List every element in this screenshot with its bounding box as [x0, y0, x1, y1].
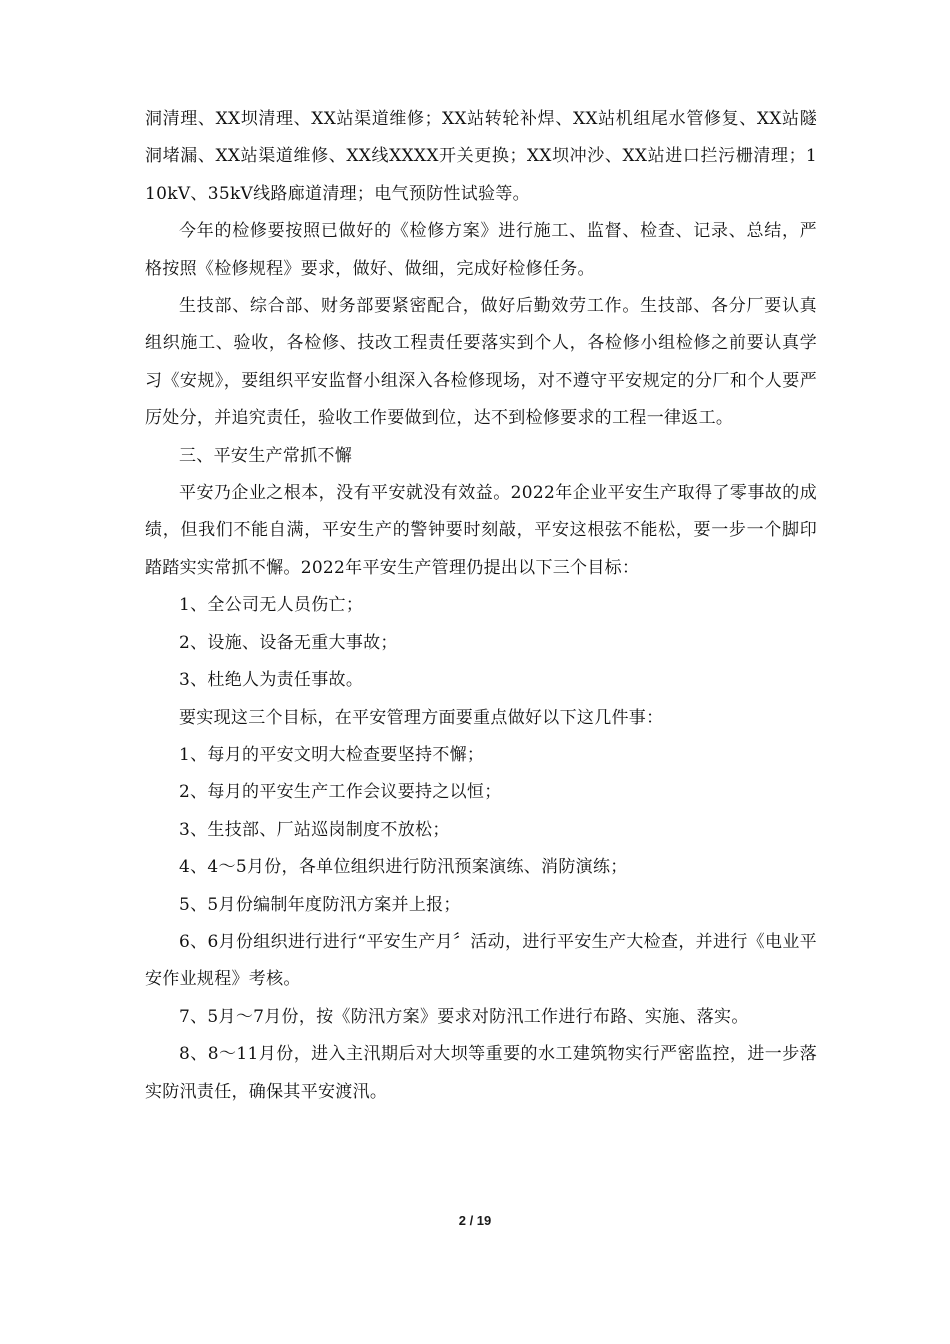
task-item-3: 3、生技部、厂站巡岗制度不放松；	[179, 819, 450, 840]
task-item-1: 1、每月的平安文明大检查要坚持不懈；	[179, 744, 485, 765]
paragraph-maintenance-list: 洞清理、XX坝清理、XX站渠道维修；XX站转轮补焊、XX站机组尾水管修复、XX站隧洞堵漏、XX站渠道维修、XX线XXXX开关更换；XX坝冲沙、XX站进口拦污栅清理；110kV、35kV线路廊道清理；电气预防性试验等。	[145, 109, 817, 204]
paragraph-safety-intro: 平安乃企业之根本，没有平安就没有效益。2022年企业平安生产取得了零事故的成绩，但我们不能自满，平安生产的警钟要时刻敲，平安这根弦不能松，要一步一个脚印踏踏实实常抓不懈。2022年平安生产管理仍提出以下三个目标：	[145, 483, 817, 578]
paragraph-maintenance-plan: 今年的检修要按照已做好的《检修方案》进行施工、监督、检查、记录、总结，严格按照《检修规程》要求，做好、做细，完成好检修任务。	[145, 221, 817, 279]
task-item-4: 4、4～5月份，各单位组织进行防汛预案演练、消防演练；	[179, 857, 628, 878]
page-number: 2 / 19	[458, 1213, 492, 1228]
paragraph-tasks-intro: 要实现这三个目标，在平安管理方面要重点做好以下这几件事：	[179, 707, 664, 728]
task-item-7: 7、5月～7月份，按《防汛方案》要求对防汛工作进行布路、实施、落实。	[179, 1006, 749, 1027]
goal-item-2: 2、设施、设备无重大事故；	[179, 632, 398, 653]
document-body	[145, 101, 817, 1111]
task-item-6: 6、6月份组织进行进行“平安生产月〞活动，进行平安生产大检查，并进行《电业平安作业规程》考核。	[145, 931, 817, 990]
paragraph-department-coordination: 生技部、综合部、财务部要紧密配合，做好后勤效劳工作。生技部、各分厂要认真组织施工、验收，各检修、技改工程责任要落实到个人，各检修小组检修之前要认真学习《安规》，要组织平安监督小组深入各检修现场，对不遵守平安规定的分厂和个人要严厉处分，并追究责任，验收工作要做到位，达不到检修要求的工程一律返工。	[145, 296, 817, 429]
task-item-8: 8、8～11月份，进入主汛期后对大坝等重要的水工建筑物实行严密监控，进一步落实防汛责任，确保其平安渡汛。	[145, 1044, 817, 1102]
task-item-2: 2、每月的平安生产工作会议要持之以恒；	[179, 782, 502, 803]
section-heading-safety: 三、平安生产常抓不懈	[179, 445, 352, 466]
goal-item-3: 3、杜绝人为责任事故。	[179, 670, 364, 691]
goal-item-1: 1、全公司无人员伤亡；	[179, 595, 364, 616]
task-item-5: 5、5月份编制年度防汛方案并上报；	[179, 894, 461, 915]
